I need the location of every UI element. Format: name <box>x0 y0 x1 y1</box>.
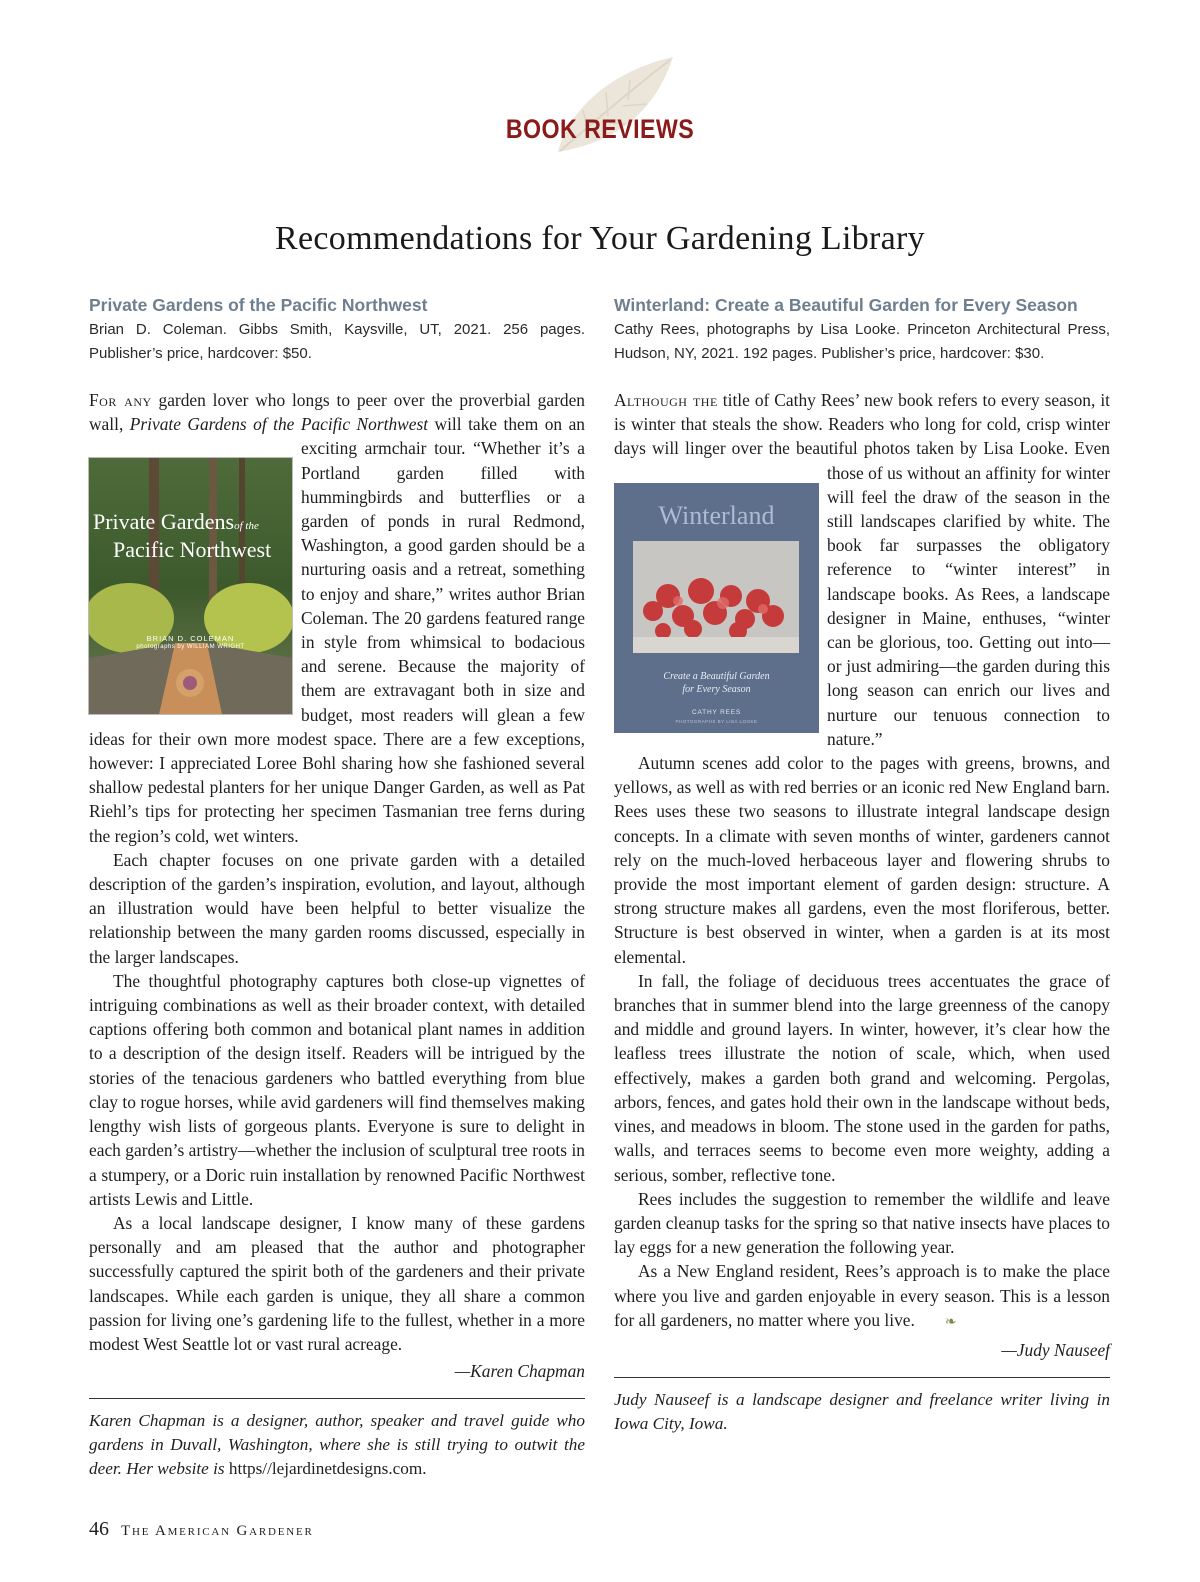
lead-in: For any <box>89 390 152 410</box>
magazine-name: The American Gardener <box>121 1523 314 1539</box>
page-footer <box>89 1518 314 1541</box>
author-bio: Judy Nauseef is a landscape designer and freelance writer living in Iowa City, Iowa. <box>614 1389 1110 1433</box>
end-mark-icon: ❧ <box>944 1314 957 1330</box>
book-title: Winterland: Create a Beautiful Garden for Every Season <box>614 295 1078 315</box>
divider <box>614 1377 1110 1378</box>
paragraph: Each chapter focuses on one private garden with a detailed description of the garden’s inspiration, evolution, and layout, although an illustration would have been helpful to better visualize the relationship between the many garden rooms discussed, especially in the larger landscapes. <box>89 849 585 967</box>
cover-photographer: PHOTOGRAPHS BY LISA LOOKE <box>675 719 758 724</box>
section-label: BOOK REVIEWS <box>505 114 695 144</box>
page-title: Recommendations for Your Gardening Library <box>275 220 925 257</box>
book-meta: Brian D. Coleman. Gibbs Smith, Kaysville, UT, 2021. 256 pages. Publisher’s price, hardcover: $50. <box>89 321 585 362</box>
divider <box>89 1398 585 1399</box>
cover-photographer: photographs by WILLIAM WRIGHT <box>136 644 245 650</box>
paragraph: Rees includes the suggestion to remember the wildlife and leave garden cleanup tasks for the spring so that native insects have places to lay eggs for a new generation the following year. <box>614 1188 1110 1258</box>
leaf-icon <box>548 52 678 162</box>
author-bio: Karen Chapman is a designer, author, speaker and travel guide who gardens in Duvall, Washington, where she is still trying to outwit the deer. Her website is https//lejardinetdesigns.com. <box>89 1411 585 1479</box>
paragraph: Although the title of Cathy Rees’ new book refers to every season, it is winter that steals the show. Readers who long for cold, crisp winter days will linger over the beautiful photos taken by Lisa Looke. Even those of us without an affinity for winter will feel the draw of the season in the still landscapes clarified by white. The book far surpasses the obligatory reference to “winter interest” in landscape books. As Rees, a landscape designer in Maine, enthuses, “winter can be glorious, too. Getting out into—or just admiring—the garden during this long season can enrich our lives and nurture our tenuous connection to nature.” <box>614 390 1110 749</box>
cover-subtitle: Create a Beautiful Garden <box>663 671 770 682</box>
lead-in: Although the <box>614 390 718 410</box>
paragraph: Autumn scenes add color to the pages with greens, browns, and yellows, as well as with red berries or an iconic red New England barn. Rees uses these two seasons to illustrate integral landscape design concepts. In a climate with seven months of winter, gardeners cannot rely on the much-loved herbaceous layer and flowering shrubs to provide the most important element of garden design: structure. A strong structure makes all gardens, even the most floriferous, better. Structure is best observed in winter, when a garden is at its most elemental. <box>614 753 1110 967</box>
paragraph: As a New England resident, Rees’s approach is to make the place where you live and garden enjoyable in every season. This is a lesson for all gardeners, no matter where you live. ❧ <box>614 1261 1110 1330</box>
paragraph: The thoughtful photography captures both close-up vignettes of intriguing combinations as well as their broader context, with detailed captions offering both common and botanical plant names in addition to a description of the design itself. Readers will be intrigued by the stories of the tenacious gardeners who battled everything from blue clay to rogue horses, while avid gardeners will find themselves making lengthy wish lists of gorgeous plants. Everyone is sure to delight in each garden’s artistry—whether the inclusion of sculptural tree roots in a stumpery, or a Doric ruin installation by renowned Pacific Northwest artists Lewis and Little. <box>89 970 585 1209</box>
signature: —Judy Nauseef <box>1001 1339 1110 1360</box>
paragraph: For any garden lover who longs to peer over the proverbial garden wall, Private Gardens of the Pacific Northwest will take them on an exciting armchair tour. “Whether it’s a Portland garden filled with hummingbirds and butterflies or a garden of ponds in rural Redmond, Washington, a good garden should be a nurturing oasis and a retreat, something to enjoy and share,” writes author Brian Coleman. The 20 gardens featured range in style from whimsical to bodacious and serene. Because the majority of them are extravagant both in size and budget, most readers will glean a few ideas for their own more modest space. There are a few exceptions, however: I appreciated Loree Bohl sharing how she fashioned several shallow pedestal planters for her unique Danger Garden, as well as Pat Riehl’s tips for protecting her specimen Tasmanian tree ferns during the region’s cold, wet winters. <box>89 390 586 846</box>
paragraph: As a local landscape designer, I know many of these gardens personally and am pleased that the author and photographer successfully captured the spirit both of the gardeners and their private landscapes. While each garden is unique, they all share a common passion for living one’s gardening life to the fullest, whether in a more modest West Seattle lot or vast rural acreage. <box>89 1212 585 1354</box>
book-meta: Cathy Rees, photographs by Lisa Looke. Princeton Architectural Press, Hudson, NY, 2021. 192 pages. Publisher’s price, hardcover: $30. <box>614 321 1110 362</box>
cover-subtitle: for Every Season <box>682 684 751 695</box>
review-right <box>614 292 1110 1436</box>
signature: —Karen Chapman <box>454 1361 585 1382</box>
cover-author: CATHY REES <box>692 709 741 716</box>
cover-title: Winterland <box>658 501 775 530</box>
book-cover-winterland <box>614 483 819 733</box>
cover-photo <box>633 541 799 653</box>
book-title: Private Gardens of the Pacific Northwest <box>89 295 428 315</box>
cover-photo <box>89 458 292 714</box>
cover-author: BRIAN D. COLEMAN <box>146 634 235 643</box>
page-number: 46 <box>89 1518 109 1540</box>
book-cover-private-gardens <box>88 457 293 715</box>
paragraph: In fall, the foliage of deciduous trees accentuates the grace of branches that in summer blend into the large greenness of the canopy and middle and ground layers. In winter, however, it’s clear how the leafless trees illustrate the notion of scale, which, when used effectively, makes a garden both grand and welcoming. Pergolas, arbors, fences, and gates hold their own in the landscape without beds, vines, and meadows in bloom. The stone used in the garden for paths, walls, and terraces seems to become even more weighty, adding a serious, somber, reflective tone. <box>614 970 1110 1185</box>
cover-title-of: of the <box>234 520 259 532</box>
cover-title: Private Gardens <box>93 509 235 534</box>
cover-title: Pacific Northwest <box>113 537 272 562</box>
